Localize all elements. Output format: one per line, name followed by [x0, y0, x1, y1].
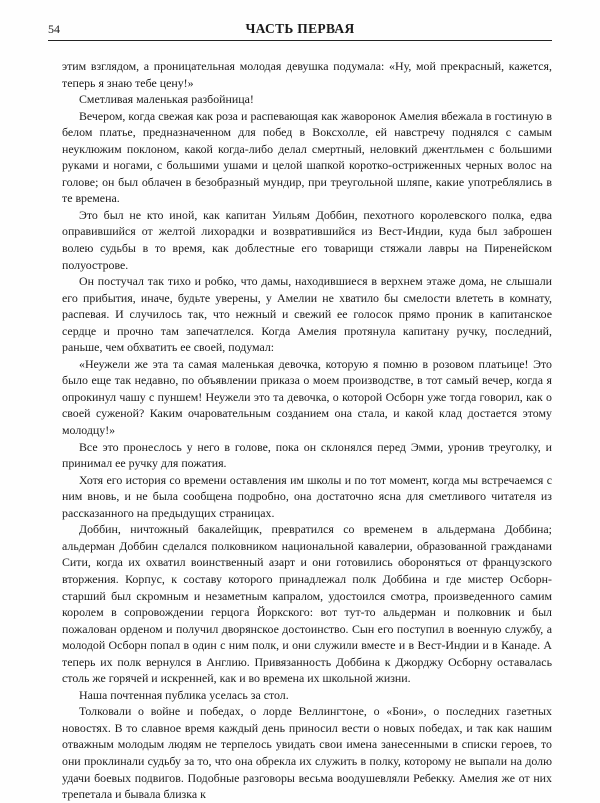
- paragraph: Это был не кто иной, как капитан Уильям Доббин, пехотного королевского полка, едва оправившийся от желтой лихорадки и возвратившийся из Вест-Индии, куда был заброшен волею судьбы в то время, как доблестные его товарищи стяжали лавры на Пиренейском полуострове.: [62, 207, 552, 272]
- paragraph: Все это пронеслось у него в голове, пока он склонялся перед Эмми, уронив треуголку, и принимал ее ручку для пожатия.: [62, 439, 552, 471]
- paragraph: Он постучал так тихо и робко, что дамы, находившиеся в верхнем этаже дома, не слышали его прибытия, иначе, будьте уверены, у Амелии не хватило бы смелости влететь в комнату, распевая. И случилось так, что нежный и свежий ее голосок прямо проник в капитанское сердце и прочно там запечатлелся. Когда Амелия протянула капитану ручку, последний, раньше, чем обхватить ее своей, подумал:: [62, 274, 552, 355]
- paragraph: «Неужели же эта та самая маленькая девочка, которую я помню в розовом платьице! Это было еще так недавно, по объявлении приказа о моем производстве, в тот самый вечер, когда я опрокинул чашу с пуншем! Неужели это та девочка, о которой Осборн уже тогда говорил, как о своей суженой? Каким очаровательным созданием она стала, и какой клад достается этому молодцу!»: [62, 356, 552, 438]
- paragraph: Доббин, ничтожный бакалейщик, превратился со временем в альдермана Доббина; альдерман Доббин сделался полковником национальной кавалерии, образованной гражданами Сити, когда их охватил воинственный азарт и они готовились обороняться от французского вторжения. Корпус, к составу которого принадлежал полк Доббина и где мистер Осборн-старший был скромным и незаметным капралом, удостоился смотра, произведенного самим королем в сопровождении герцога Йоркского: вот тут-то альдерман и полковник и был пожалован орденом и получил дворянское достоинство. Сын его поступил в военную службу, а молодой Осборн попал в один с ним полк, и они служили вместе и в Вест-Индии и в Канаде. А теперь их полк вернулся в Англию. Привязанность Доббина к Джорджу Осборну оставалась столь же горячей и искренней, как и во времена их школьной жизни.: [62, 522, 552, 686]
- page-number: 54: [48, 22, 60, 36]
- body-text: [62, 58, 552, 803]
- section-title: ЧАСТЬ ПЕРВАЯ: [245, 21, 355, 36]
- paragraph: Наша почтенная публика уселась за стол.: [79, 687, 289, 702]
- paragraph: Хотя его история со времени оставления им школы и по тот момент, когда мы встречаемся с ним вновь, и не была сообщена подробно, она достаточно ясна для сметливого читателя из рассказанного на предыдущих страницах.: [62, 472, 552, 520]
- running-head: [48, 20, 552, 41]
- paragraph: Сметливая маленькая разбойница!: [79, 92, 254, 107]
- paragraph: Толковали о войне и победах, о лорде Веллингтоне, о «Бони», о последних газетных новостях. В то славное время каждый день приносил вести о новых победах, и так как нашим отважным молодым людям не терпелось увидать свои имена занесенными в списки героев, то они проклинали судьбу за то, что она обрекла их служить в полку, которому не выпали на долю удачи боевых подвигов. Подобные разговоры весьма воодушевляли Ребекку. Амелия же от них трепетала и бывала близка к: [62, 704, 552, 802]
- paragraph: этим взглядом, а проницательная молодая девушка подумала: «Ну, мой прекрасный, кажется, теперь я знаю тебе цену!»: [62, 59, 552, 90]
- paragraph: Вечером, когда свежая как роза и распевающая как жаворонок Амелия вбежала в гостиную в белом платье, предназначенном для побед в Воксхолле, ей навстречу поднялся с самым неуклюжим поклоном, какой когда-либо делал смертный, неловкий джентльмен с большими руками и ногами, с большими ушами и целой шапкой коротко-остриженных черных волос на голове; он был облачен в безобразный мундир, при треугольной шляпе, какие употреблялись в те времена.: [62, 108, 552, 206]
